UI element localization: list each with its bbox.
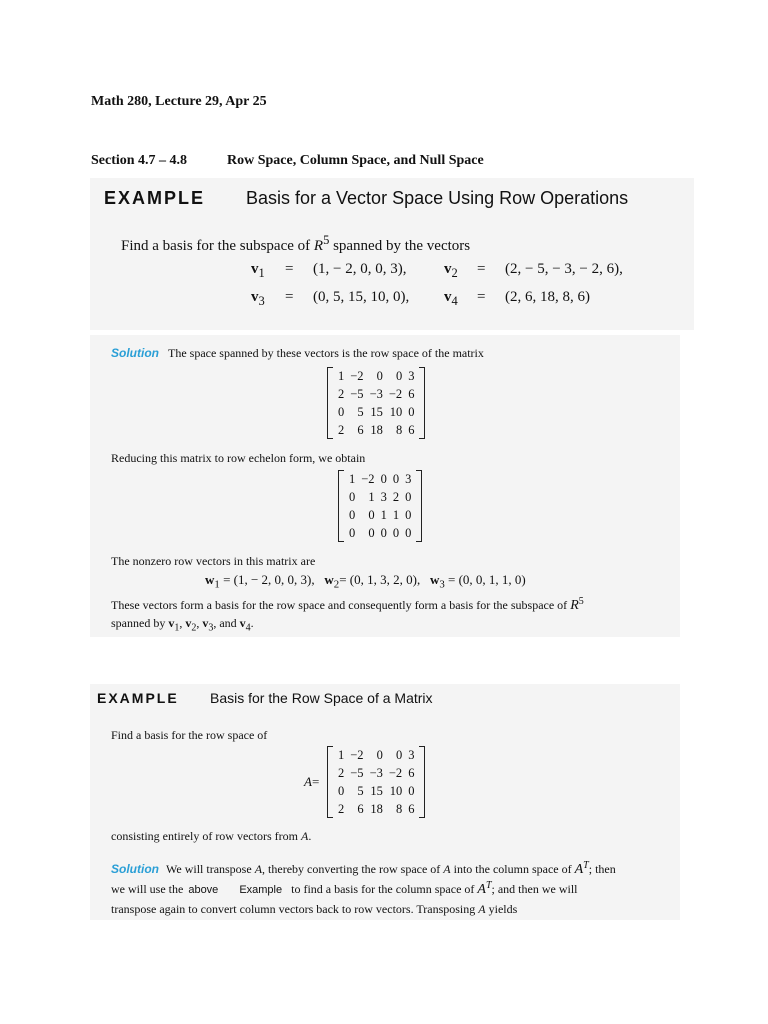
matrix-cell: 6 [357, 801, 364, 816]
vector-v4: $v_4$ [444, 289, 458, 308]
matrix-cell: 0 [376, 747, 383, 762]
vector-v1-value: (1, − 2, 0, 0, 3), [313, 261, 407, 277]
matrix-cell: 0 [368, 525, 375, 540]
matrix-cell: −3 [369, 386, 383, 401]
matrix-cell: 5 [357, 783, 364, 798]
matrix-cell: 2 [338, 765, 345, 780]
matrix-cell: 5 [357, 404, 364, 419]
vector-v2-value: (2, − 5, − 3, − 2, 6), [505, 261, 623, 277]
matrix-row [335, 800, 417, 818]
matrix-row [335, 764, 417, 782]
conclusion-line1: These vectors form a basis for the row space and consequently form a basis for the subspace of $R^5$ [111, 596, 584, 613]
prompt-pre: Find a basis for the subspace of [121, 238, 311, 254]
section-number: Section 4.7 – 4.8 [91, 153, 188, 168]
matrix-cell: 0 [395, 368, 403, 383]
vector-v2: $v_2$ [444, 261, 458, 280]
matrix-cell: 1 [380, 507, 387, 522]
course-title: Math 280, Lecture 29, Apr 25 [91, 94, 267, 109]
matrix-row [335, 421, 417, 439]
matrix-cell: 0 [380, 471, 387, 486]
matrix-cell: 0 [349, 525, 356, 540]
example1-title: Basis for a Vector Space Using Row Operations [246, 188, 629, 208]
matrix-A-table [335, 746, 417, 818]
matrix-A [327, 746, 425, 818]
matrix-row [335, 385, 417, 403]
R-symbol: R [313, 238, 324, 254]
w-vectors: $w_1 = (1$, − 2, 0, 0, 3), $w_2= (0$, 1, 3, 2, 0), $w_3 = (0$, 0, 1, 1, 0) [205, 572, 526, 591]
matrix-row [346, 524, 414, 542]
matrix-row [346, 488, 414, 506]
nonzero-text: The nonzero row vectors in this matrix are [111, 554, 316, 568]
matrix-cell: 0 [368, 507, 375, 522]
matrix-cell: 0 [405, 507, 412, 522]
link-above[interactable]: above [188, 884, 219, 896]
matrix-cell: −2 [388, 386, 403, 401]
vector-v1: $v_1$ [251, 261, 265, 280]
matrix-cell: 3 [408, 368, 415, 383]
solution2-line1: Solution We will transpose A, thereby converting the row space of A into the column space of $A^T$; then [111, 860, 616, 877]
example2-title: Basis for the Row Space of a Matrix [210, 690, 433, 706]
matrix-cell: 0 [338, 404, 345, 419]
matrix-cell: 0 [380, 525, 387, 540]
eq-v4: = [477, 289, 486, 305]
matrix-cell: 3 [380, 489, 387, 504]
matrix-cell: 6 [408, 801, 415, 816]
matrix-cell: 18 [370, 422, 383, 437]
matrix-cell: 2 [338, 386, 345, 401]
matrix-cell: −2 [388, 765, 403, 780]
matrix-original-table [335, 367, 417, 439]
eq-v1: = [285, 261, 294, 277]
link-example[interactable]: Example [239, 884, 283, 896]
matrix-A-label: A= [304, 774, 320, 789]
example1-label: EXAMPLE [104, 188, 206, 208]
vector-v3-value: (0, 5, 15, 10, 0), [313, 289, 410, 305]
vector-v3: $v_3$ [251, 289, 265, 308]
matrix-cell: 0 [349, 489, 356, 504]
solution2-line3: transpose again to convert column vectors back to row vectors. Transposing A yields [111, 902, 518, 916]
matrix-cell: 1 [338, 368, 345, 383]
matrix-row [335, 403, 417, 421]
matrix-cell: 1 [368, 489, 375, 504]
solution2-line2: we will use the above Example to find a basis for the column space of $A^T$; and then we will [111, 880, 578, 897]
matrix-cell: 6 [408, 422, 415, 437]
matrix-cell: −2 [350, 368, 364, 383]
solution1-text: The space spanned by these vectors is the row space of the matrix [168, 346, 484, 360]
solution1-label: Solution [111, 346, 159, 360]
matrix-cell: 0 [408, 783, 415, 798]
solution1-line [111, 346, 484, 361]
eq-v3: = [285, 289, 294, 305]
conclusion-line2: spanned by $v_1$, $v_2$, $v_3$, and $v_4$. [111, 616, 254, 634]
matrix-cell: 0 [349, 507, 356, 522]
matrix-cell: −3 [369, 765, 383, 780]
example2-prompt: Find a basis for the row space of [111, 728, 268, 742]
matrix-cell: 2 [338, 801, 345, 816]
matrix-cell: 6 [357, 422, 364, 437]
R-exponent: 5 [323, 233, 330, 247]
matrix-cell: −2 [361, 471, 375, 486]
section-topic: Row Space, Column Space, and Null Space [227, 153, 484, 168]
matrix-cell: 1 [349, 471, 356, 486]
matrix-cell: 15 [370, 404, 383, 419]
matrix-cell: 18 [370, 801, 383, 816]
vector-v4-value: (2, 6, 18, 8, 6) [505, 289, 590, 305]
matrix-cell: −2 [350, 747, 364, 762]
matrix-echelon [338, 470, 422, 542]
matrix-cell: 15 [370, 783, 383, 798]
matrix-cell: 2 [338, 422, 345, 437]
matrix-cell: −5 [350, 765, 364, 780]
matrix-row [335, 367, 417, 385]
eq-v2: = [477, 261, 486, 277]
matrix-cell: 1 [338, 747, 345, 762]
matrix-row [335, 782, 417, 800]
example1-prompt [121, 233, 470, 255]
matrix-cell: 3 [408, 747, 415, 762]
matrix-cell: 10 [389, 783, 403, 798]
matrix-original [327, 367, 425, 439]
matrix-cell: 0 [392, 471, 400, 486]
matrix-cell: 6 [408, 386, 415, 401]
matrix-echelon-table [346, 470, 414, 542]
matrix-cell: 0 [405, 489, 412, 504]
matrix-cell: 0 [376, 368, 383, 383]
matrix-cell: 10 [389, 404, 403, 419]
matrix-cell: 8 [395, 422, 403, 437]
matrix-cell: 0 [405, 525, 412, 540]
matrix-cell: −5 [350, 386, 364, 401]
matrix-row [335, 746, 417, 764]
matrix-cell: 0 [395, 747, 403, 762]
reduce-text: Reducing this matrix to row echelon form, we obtain [111, 451, 366, 465]
matrix-cell: 1 [392, 507, 400, 522]
matrix-cell: 0 [338, 783, 345, 798]
matrix-cell: 0 [408, 404, 415, 419]
matrix-row [346, 470, 414, 488]
matrix-cell: 2 [392, 489, 400, 504]
solution2-label: Solution [111, 862, 159, 876]
consisting-text: consisting entirely of row vectors from A. [111, 829, 312, 843]
matrix-cell: 3 [405, 471, 412, 486]
matrix-cell: 8 [395, 801, 403, 816]
matrix-cell: 0 [392, 525, 400, 540]
matrix-cell: 6 [408, 765, 415, 780]
matrix-row [346, 506, 414, 524]
example2-label: EXAMPLE [97, 690, 179, 706]
prompt-post: spanned by the vectors [333, 238, 471, 254]
